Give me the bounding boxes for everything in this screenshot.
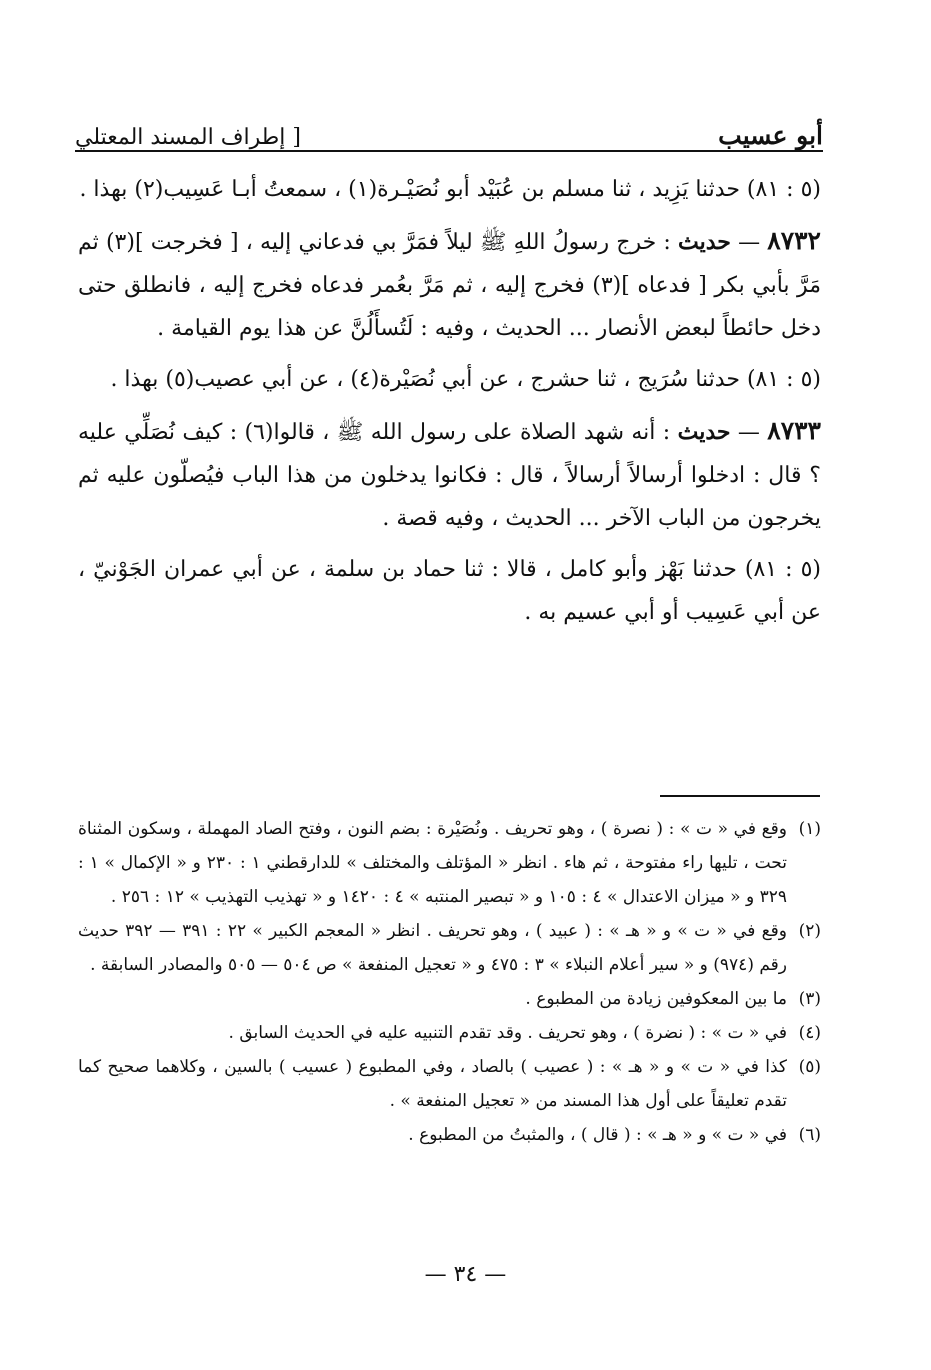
hadith-keyword: حديث xyxy=(677,419,731,445)
footnote-text: وقع في « ت » و « هـ » : ( عبيد ) ، وهو تحريف . انظر « المعجم الكبير » ٢٢ : ٣٩١ — ٣٩٢ حديث رقم (٩٧٤) و « سير أعلام النبلاء » ٣ : ٤٧٥ و « تعجيل المنفعة » ص ٥٠٤ — ٥٠٥ والمصادر السابقة . xyxy=(78,921,787,975)
footnote-number: (١) xyxy=(798,819,821,839)
hadith-text: : أنه شهد الصلاة على رسول الله ﷺ ، قالوا(٦) : كيف نُصَلِّي عليه ؟ قال : ادخلوا أرسالاً أرسالاً ، قال : فكانوا يدخلون من هذا الباب فيُصلّون عليه ثم يخرجون من الباب الآخر ... الحديث ، وفيه قصة . xyxy=(78,420,821,531)
footnote xyxy=(78,812,821,914)
footnote-text: في « ت » : ( نضرة ) ، وهو تحريف . وقد تقدم التنبيه عليه في الحديث السابق . xyxy=(228,1023,787,1043)
hadith-8732: ٨٧٣٢ — حديث : خرج رسولُ اللهِ ﷺ ليلاً فمَرَّ بي فدعاني إليه ، [ فخرجت ](٣) ثم مَرَّ بأبي بكر [ فدعاه ](٣) فخرج إليه ، ثم مَرَّ بعُمر فدعاه فخرج إليه ، فانطلق حتى دخل حائطاً لبعض الأنصار ... الحديث ، وفيه : لَتُسأَلُنَّ عن هذا يوم القيامة . xyxy=(78,226,821,341)
footnote xyxy=(78,1016,821,1050)
hadith-8733: ٨٧٣٣ — حديث : أنه شهد الصلاة على رسول الله ﷺ ، قالوا(٦) : كيف نُصَلِّي عليه ؟ قال : ادخلوا أرسالاً أرسالاً ، قال : فكانوا يدخلون من هذا الباب فيُصلّون عليه ثم يخرجون من الباب الآخر ... الحديث ، وفيه قصة . xyxy=(78,416,821,531)
footnote-number: (٤) xyxy=(798,1023,821,1043)
footnote xyxy=(78,982,821,1016)
footnote-number: (٦) xyxy=(798,1125,821,1145)
source-line-2: (٥ : ٨١) حدثنا سُرَيج ، ثنا حشرج ، عن أبي نُصَيْرة(٤) ، عن أبي عصيب(٥) بهذا . xyxy=(110,367,821,392)
header-book-title: [ إطراف المسند المعتلي xyxy=(75,125,301,150)
source-line-1: (٥ : ٨١) حدثنا يَزِيد ، ثنا مسلم بن عُبَيْد أبو نُصَيْـرة(١) ، سمعتُ أبـا عَسِيب(٢) بهذا . xyxy=(79,177,821,202)
hadith-number: ٨٧٣٣ xyxy=(767,416,821,445)
footnote-text: وقع في « ت » : ( نصرة ) ، وهو تحريف . ونُصَيْرة : بضم النون ، وفتح الصاد المهملة ، وسكون المثناة تحت ، تليها راء مفتوحة ، ثم هاء . انظر « المؤتلف والمختلف » للدارقطني ١ : ٢٣٠ و « الإكمال » ١ : ٣٢٩ و « ميزان الاعتدال » ٤ : ١٠٥ و « تبصير المنتبه » ٤ : ١٤٢٠ و « تهذيب التهذيب » ١٢ : ٢٥٦ . xyxy=(78,819,788,907)
footnote-number: (٣) xyxy=(798,989,821,1009)
footnote-text: كذا في « ت » و « هـ » : ( عصيب ) بالصاد ، وفي المطبوع ( عسيب ) بالسين ، وكلاهما صحيح كما تقدم تعليقاً على أول هذا المسند من « تعجيل المنفعة » . xyxy=(78,1057,787,1111)
footnote xyxy=(78,914,821,982)
hadith-text: : خرج رسولُ اللهِ ﷺ ليلاً فمَرَّ بي فدعاني إليه ، [ فخرجت ](٣) ثم مَرَّ بأبي بكر [ فدعاه ](٣) فخرج إليه ، ثم مَرَّ بعُمر فدعاه فخرج إليه ، فانطلق حتى دخل حائطاً لبعض الأنصار ... الحديث ، وفيه : لَتُسأَلُنَّ عن هذا يوم القيامة . xyxy=(78,230,821,341)
page-number: — ٣٤ — xyxy=(424,1262,507,1287)
footnote-number: (٢) xyxy=(798,921,821,941)
footnote-rule xyxy=(660,795,820,797)
footnotes xyxy=(78,812,821,1152)
footnote xyxy=(78,1118,821,1152)
footnote-text: ما بين المعكوفين زيادة من المطبوع . xyxy=(525,989,787,1009)
footnote-text: في « ت » و « هـ » : ( قال ) ، والمثبتُ من المطبوع . xyxy=(408,1125,787,1145)
running-header xyxy=(75,112,823,150)
header-rule xyxy=(75,150,823,152)
header-section-title: أبو عسيب xyxy=(718,121,823,150)
main-text xyxy=(78,168,821,642)
footnote-number: (٥) xyxy=(798,1057,821,1077)
hadith-keyword: حديث xyxy=(678,229,731,255)
source-line-3: (٥ : ٨١) حدثنا بَهْز وأبو كامل ، قالا : ثنا حماد بن سلمة ، عن أبي عمران الجَوْنيّ ، عن أبي عَسِيب أو أبي عسيم به . xyxy=(78,557,821,625)
hadith-number: ٨٧٣٢ xyxy=(767,226,821,255)
footnote xyxy=(78,1050,821,1118)
